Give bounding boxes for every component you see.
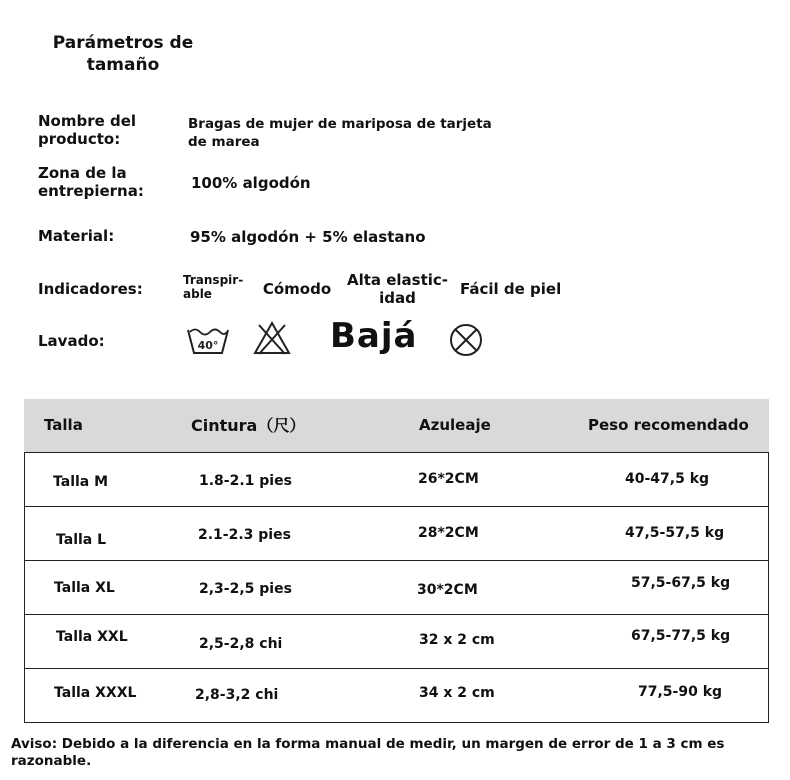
- cell-waist: 1.8-2.1 pies: [199, 473, 292, 489]
- header-size: Talla: [44, 416, 83, 434]
- header-length: Azuleaje: [419, 416, 491, 434]
- no-bleach-icon: [253, 320, 291, 356]
- wash-label: Lavado:: [38, 332, 105, 350]
- cell-length: 26*2CM: [418, 471, 479, 487]
- cell-size: Talla XXL: [56, 629, 128, 645]
- cell-waist: 2,3-2,5 pies: [199, 581, 292, 597]
- table-row: [25, 561, 768, 615]
- no-tumble-dry-icon: [448, 322, 484, 358]
- wash-temp-text: 40°: [197, 339, 219, 352]
- product-name-value: Bragas de mujer de mariposa de tarjeta de marea: [188, 116, 492, 150]
- cell-weight: 67,5-77,5 kg: [631, 628, 731, 644]
- indicator-skin-friendly: Fácil de piel: [460, 280, 562, 298]
- cell-weight: 40-47,5 kg: [625, 471, 710, 487]
- cell-size: Talla XL: [54, 580, 115, 596]
- cell-waist: 2,8-3,2 chi: [195, 687, 279, 703]
- page-title: Parámetros de tamaño: [52, 33, 194, 75]
- table-row: [25, 507, 768, 561]
- crotch-label: Zona de la entrepierna:: [38, 164, 144, 200]
- crotch-value: 100% algodón: [191, 174, 311, 192]
- table-row: [25, 669, 768, 722]
- wash-40-icon: [186, 324, 230, 356]
- cell-length: 34 x 2 cm: [419, 685, 495, 701]
- size-table: [24, 399, 769, 723]
- indicator-breathable: Transpir-able: [183, 273, 244, 301]
- cell-weight: 47,5-57,5 kg: [625, 525, 725, 541]
- cell-waist: 2.1-2.3 pies: [198, 527, 291, 543]
- cell-waist: 2,5-2,8 chi: [199, 636, 283, 652]
- material-label: Material:: [38, 227, 115, 245]
- material-value: 95% algodón + 5% elastano: [190, 228, 426, 246]
- header-waist: Cintura（尺）: [191, 416, 306, 435]
- table-header: [24, 399, 769, 452]
- indicators-label: Indicadores:: [38, 280, 143, 298]
- table-row: [25, 453, 768, 507]
- cell-size: Talla L: [56, 532, 107, 548]
- cell-weight: 77,5-90 kg: [638, 684, 723, 700]
- cell-size: Talla M: [53, 474, 109, 490]
- cell-length: 30*2CM: [417, 582, 478, 598]
- table-body: [24, 452, 769, 723]
- wash-low-text: Bajá: [330, 316, 418, 356]
- cell-length: 28*2CM: [418, 525, 479, 541]
- table-row: [25, 615, 768, 669]
- indicator-comfortable: Cómodo: [262, 280, 332, 298]
- indicator-elasticity: Alta elastic-idad: [346, 271, 449, 307]
- header-weight: Peso recomendado: [588, 416, 749, 434]
- measurement-note: Aviso: Debido a la diferencia en la forma manual de medir, un margen de error de 1 a 3 cm es razonable.: [11, 736, 725, 769]
- cell-length: 32 x 2 cm: [419, 632, 495, 648]
- cell-weight: 57,5-67,5 kg: [631, 575, 731, 591]
- product-name-label: Nombre del producto:: [38, 112, 137, 148]
- cell-size: Talla XXXL: [54, 685, 137, 701]
